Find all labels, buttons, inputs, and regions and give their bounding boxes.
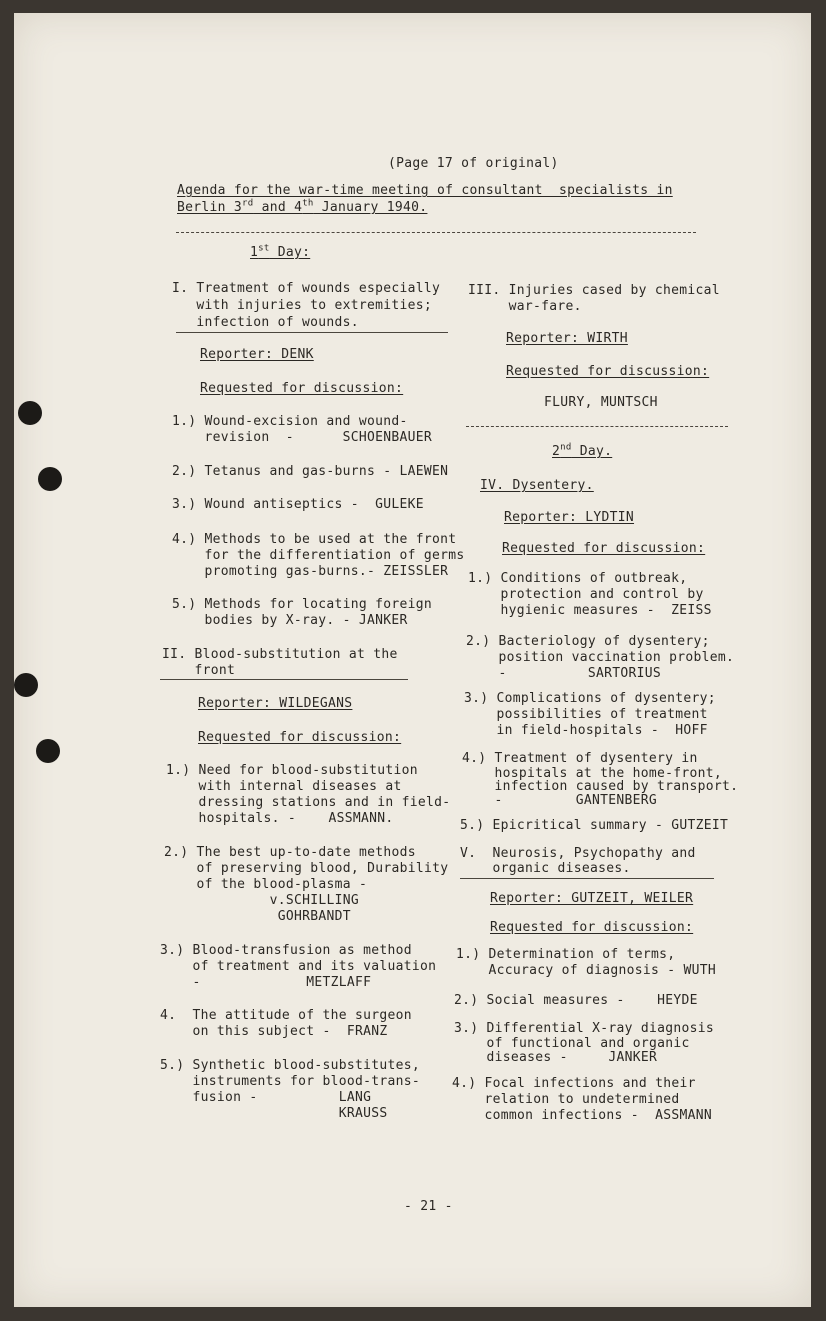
list-item: dressing stations and in field- [166,795,451,810]
section-1-title: infection of wounds. [172,315,359,330]
list-item: position vaccination problem. [466,650,735,665]
section-1-reporter: Reporter: DENK [200,347,314,362]
day2-heading: 2nd Day. [552,442,613,459]
section-3-request: Requested for discussion: [506,364,710,379]
list-item: of preserving blood, Durability [164,861,449,876]
list-item: revision - SCHOENBAUER [172,430,433,445]
list-item: bodies by X-ray. - JANKER [172,613,408,628]
list-item: possibilities of treatment [464,707,708,722]
list-item: 1.) Determination of terms, [456,947,676,962]
list-item: for the differentiation of germs [172,548,465,563]
section-4-reporter: Reporter: LYDTIN [504,510,635,525]
list-item: promoting gas-burns.- ZEISSLER [172,564,449,579]
page-number: - 21 - [404,1199,453,1214]
list-item: with internal diseases at [166,779,402,794]
section-1-rule [176,332,448,333]
punch-hole-2 [38,467,62,491]
list-item: protection and control by [468,587,704,602]
list-item: v.SCHILLING [164,893,360,908]
list-item: 4.) Methods to be used at the front [172,532,457,547]
list-item: 1.) Conditions of outbreak, [468,571,688,586]
list-item: 3.) Differential X-ray diagnosis [454,1021,715,1036]
list-item: KRAUSS [160,1106,388,1121]
punch-hole-3 [14,673,38,697]
section-5-title: organic diseases. [460,861,631,876]
section-4-title: IV. Dysentery. [480,478,594,493]
list-item: 4.) Treatment of dysentery in [462,751,698,766]
section-1-title: I. Treatment of wounds especially [172,281,441,296]
agenda-title-line1: Agenda for the war-time meeting of consultant specialists in [177,183,673,198]
list-item: 2.) Bacteriology of dysentery; [466,634,710,649]
list-item: 1.) Need for blood-substitution [166,763,418,778]
section-3-title: war-fare. [468,299,582,314]
list-item: infection caused by transport. [462,779,739,794]
page-reference: (Page 17 of original) [388,156,559,171]
list-item: 3.) Blood-transfusion as method [160,943,412,958]
list-item: 2.) Social measures - HEYDE [454,993,698,1008]
section-3-title: III. Injuries cased by chemical [468,283,720,298]
list-item: - METZLAFF [160,975,372,990]
section-5-request: Requested for discussion: [490,920,694,935]
list-item: 4. The attitude of the surgeon [160,1008,412,1023]
list-item: of the blood-plasma - [164,877,368,892]
list-item: hospitals at the home-front, [462,766,723,781]
section-2-reporter: Reporter: WILDEGANS [198,696,353,711]
section-5-title: V. Neurosis, Psychopathy and [460,846,696,861]
list-item: of functional and organic [454,1036,690,1051]
document-page [14,13,811,1307]
list-item: Accuracy of diagnosis - WUTH [456,963,717,978]
section-5-reporter: Reporter: GUTZEIT, WEILER [490,891,694,906]
section-3-reporter: Reporter: WIRTH [506,331,628,346]
list-item: relation to undetermined [452,1092,680,1107]
list-item: 5.) Methods for locating foreign [172,597,433,612]
list-item: diseases - JANKER [454,1050,658,1065]
list-item: - SARTORIUS [466,666,662,681]
punch-hole-1 [18,401,42,425]
section-4-request: Requested for discussion: [502,541,706,556]
list-item: 2.) Tetanus and gas-burns - LAEWEN [172,464,449,479]
list-item: 3.) Wound antiseptics - GULEKE [172,497,424,512]
list-item: - GANTENBERG [462,793,658,808]
section-1-request: Requested for discussion: [200,381,404,396]
section-1-title: with injuries to extremities; [172,298,433,313]
list-item: common infections - ASSMANN [452,1108,713,1123]
list-item: fusion - LANG [160,1090,372,1105]
list-item: 1.) Wound-excision and wound- [172,414,408,429]
section-2-title: front [162,663,236,678]
day1-heading: 1st Day: [250,243,311,260]
list-item: of treatment and its valuation [160,959,437,974]
section-5-rule [460,878,714,879]
section-2-request: Requested for discussion: [198,730,402,745]
list-item: instruments for blood-trans- [160,1074,421,1089]
section-2-title: II. Blood-substitution at the [162,647,398,662]
section-3-names: FLURY, MUNTSCH [544,395,658,410]
list-item: hygienic measures - ZEISS [468,603,712,618]
list-item: GOHRBANDT [164,909,351,924]
section-2-rule [160,679,408,680]
list-item: in field-hospitals - HOFF [464,723,708,738]
list-item: 2.) The best up-to-date methods [164,845,416,860]
list-item: 5.) Epicritical summary - GUTZEIT [460,818,729,833]
list-item: 4.) Focal infections and their [452,1076,696,1091]
title-divider [176,232,696,233]
list-item: 3.) Complications of dysentery; [464,691,716,706]
list-item: 5.) Synthetic blood-substitutes, [160,1058,421,1073]
list-item: on this subject - FRANZ [160,1024,388,1039]
agenda-title-line2: Berlin 3rd and 4th January 1940. [177,198,428,215]
punch-hole-4 [36,739,60,763]
day-divider [466,426,728,427]
list-item: hospitals. - ASSMANN. [166,811,394,826]
